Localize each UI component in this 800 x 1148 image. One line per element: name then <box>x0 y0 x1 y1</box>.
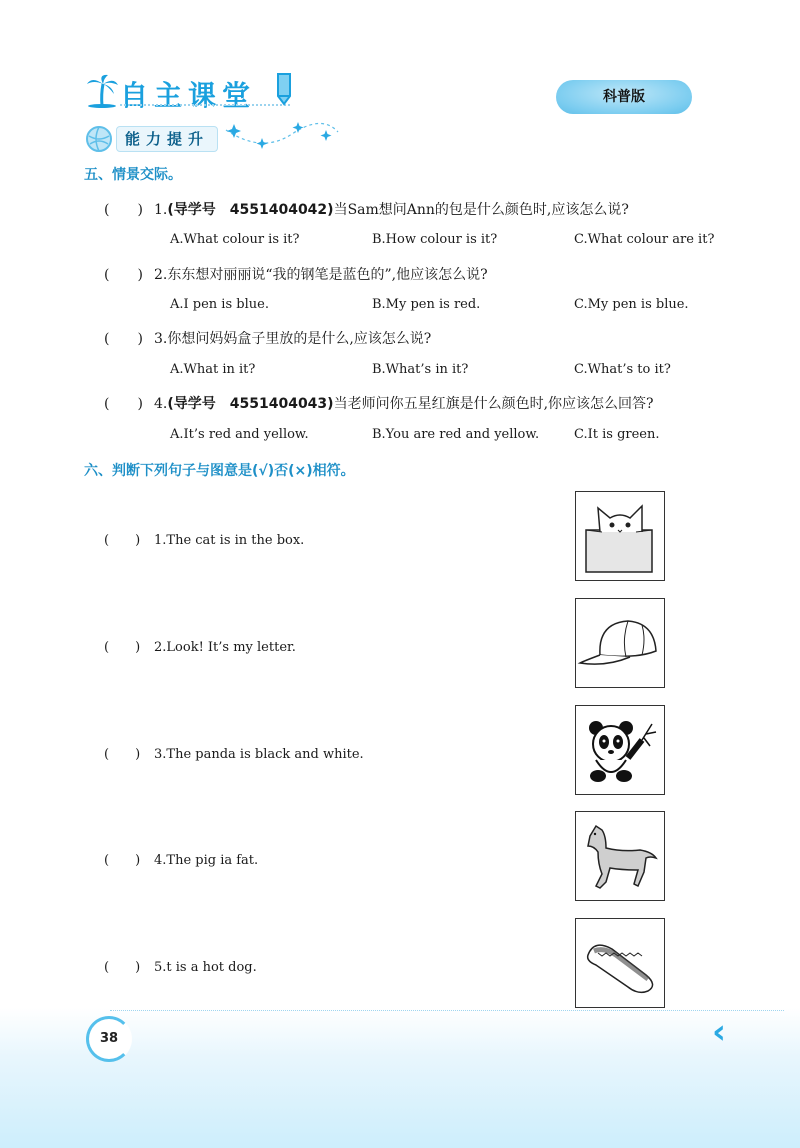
option-b: B.How colour is it? <box>372 232 498 247</box>
answer-bracket[interactable]: ( ) <box>104 267 143 283</box>
question-row <box>104 264 488 284</box>
option-b: B.My pen is red. <box>372 297 481 312</box>
pencil-icon <box>272 72 296 110</box>
horse-picture <box>575 811 665 901</box>
cap-picture <box>575 598 665 688</box>
guide-number-tag: (导学号 4551404043) <box>167 396 334 412</box>
question-text: 你想问妈妈盒子里放的是什么,应该怎么说? <box>167 331 432 347</box>
question-text: 当老师问你五星红旗是什么颜色时,你应该怎么回答? <box>333 396 654 412</box>
judgement-row <box>104 849 258 868</box>
option-c: C.It is green. <box>574 427 660 442</box>
answer-bracket[interactable]: ( ) <box>104 640 141 655</box>
answer-bracket[interactable]: ( ) <box>104 853 141 868</box>
option-a: A.I pen is blue. <box>170 297 269 312</box>
cat-in-box-picture <box>575 491 665 581</box>
question-number: 4. <box>154 396 168 412</box>
question-text: 当Sam想问Ann的包是什么颜色时,应该怎么说? <box>333 202 629 218</box>
chevron-left-icon: ‹ <box>712 1012 727 1052</box>
option-c: C.What’s to it? <box>574 362 671 377</box>
option-a: A.It’s red and yellow. <box>170 427 309 442</box>
option-a: A.What in it? <box>170 362 256 377</box>
question-number: 2. <box>154 267 168 283</box>
sparkle-decoration-icon <box>222 120 342 156</box>
section-six-heading: 六、判断下列句子与图意是(√)否(×)相符。 <box>84 463 355 479</box>
hot-dog-picture <box>575 918 665 1008</box>
judgement-sentence: 1.The cat is in the box. <box>154 533 305 548</box>
answer-bracket[interactable]: ( ) <box>104 331 143 347</box>
judgement-sentence: 5.t is a hot dog. <box>154 960 257 975</box>
judgement-row <box>104 956 257 975</box>
footer-divider <box>110 1010 784 1011</box>
judgement-sentence: 4.The pig ia fat. <box>154 853 259 868</box>
question-row <box>104 328 431 348</box>
guide-number-tag: (导学号 4551404042) <box>167 202 334 218</box>
question-row <box>104 393 654 413</box>
judgement-row <box>104 529 304 548</box>
judgement-row <box>104 743 364 762</box>
option-b: B.You are red and yellow. <box>372 427 540 442</box>
option-c: C.What colour are it? <box>574 232 715 247</box>
question-text: 东东想对丽丽说“我的钢笔是蓝色的”,他应该怎么说? <box>167 267 488 283</box>
option-c: C.My pen is blue. <box>574 297 689 312</box>
answer-bracket[interactable]: ( ) <box>104 533 141 548</box>
question-row <box>104 199 629 219</box>
panda-picture <box>575 705 665 795</box>
answer-bracket[interactable]: ( ) <box>104 396 143 412</box>
judgement-row <box>104 636 296 655</box>
option-a: A.What colour is it? <box>170 232 300 247</box>
answer-bracket[interactable]: ( ) <box>104 202 143 218</box>
banner-underline <box>120 104 290 106</box>
question-number: 1. <box>154 202 168 218</box>
page-banner-title: 自主课堂 <box>120 79 257 112</box>
judgement-sentence: 2.Look! It’s my letter. <box>154 640 296 655</box>
judgement-sentence: 3.The panda is black and white. <box>154 747 364 762</box>
section-subtitle: 能力提升 <box>116 126 218 152</box>
page-number: 38 <box>86 1016 132 1062</box>
option-b: B.What’s in it? <box>372 362 469 377</box>
palm-tree-icon <box>84 72 120 112</box>
globe-icon <box>84 124 114 154</box>
answer-bracket[interactable]: ( ) <box>104 960 141 975</box>
answer-bracket[interactable]: ( ) <box>104 747 141 762</box>
edition-badge: 科普版 <box>556 80 692 114</box>
section-five-heading: 五、情景交际。 <box>84 167 182 183</box>
question-number: 3. <box>154 331 168 347</box>
